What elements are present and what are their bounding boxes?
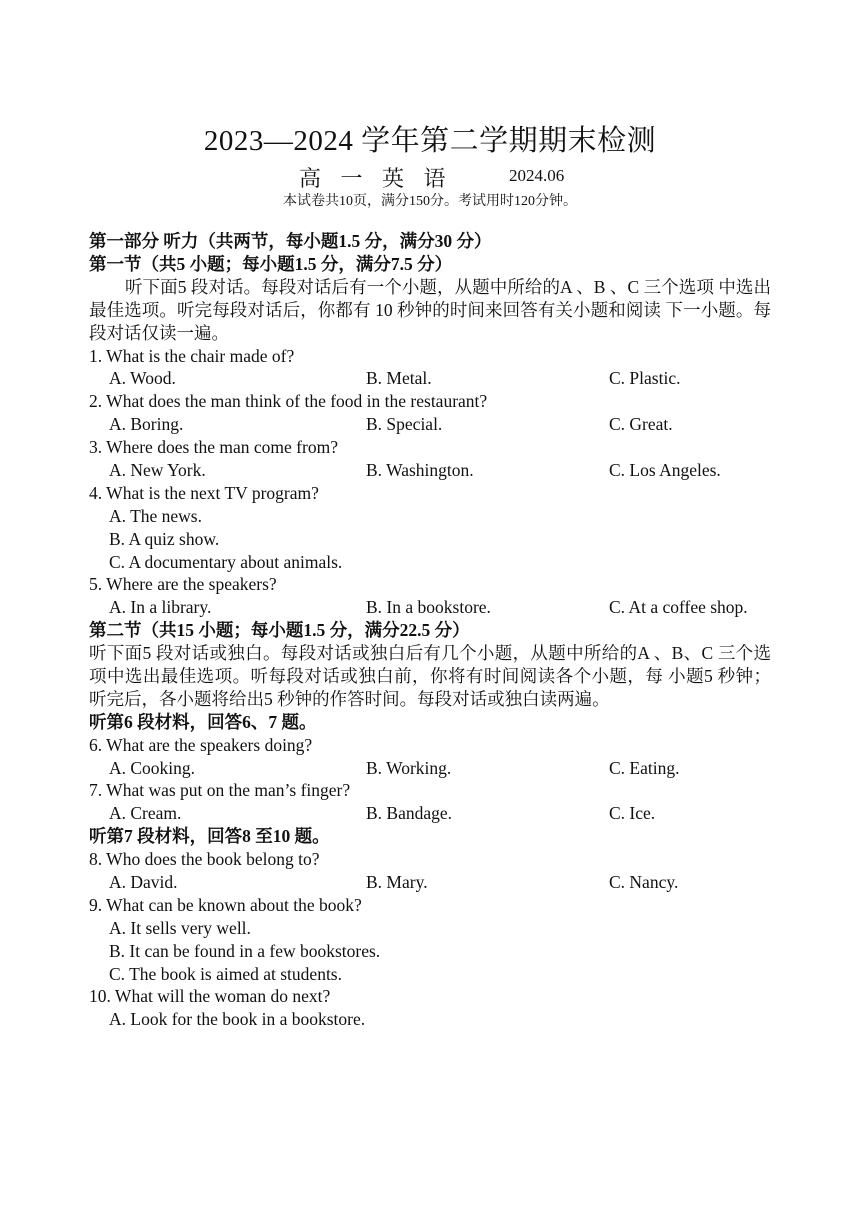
question-2-options (89, 413, 771, 436)
question-2: 2. What does the man think of the food in the restaurant? (89, 391, 488, 412)
material-7-heading: 听第7 段材料，回答8 至10 题。 (89, 826, 330, 847)
option-a: A. Cream. (109, 803, 182, 824)
section1-heading: 第一节（共5 小题；每小题1.5 分，满分7.5 分） (89, 253, 453, 274)
section1-instructions: 听下面5 段对话。每段对话后有一个小题，从题中所给的A 、B 、C 三个选项 中选出最佳选项。听完每段对话后，你都有 10 秒钟的时间来回答有关小题和阅读 下一小题。每段对话仅读一遍。 (89, 276, 771, 343)
option-a: A. Boring. (109, 414, 184, 435)
question-5-options (89, 596, 771, 619)
question-7-options (89, 802, 771, 825)
option-b: B. It can be found in a few bookstores. (109, 940, 381, 961)
option-a: A. It sells very well. (109, 917, 251, 938)
option-b: B. Mary. (366, 872, 428, 893)
option-c: C. A documentary about animals. (109, 551, 343, 572)
option-c: C. Plastic. (609, 368, 681, 389)
section2-instructions: 听下面5 段对话或独白。每段对话或独白后有几个小题，从题中所给的A 、B、C 三个选项中选出最佳选项。听每段对话或独白前，你将有时间阅读各个小题，每 小题5 秒钟；听完后，各小题将给出5 秒钟的作答时间。每段对话或独白读两遍。 (89, 643, 771, 709)
question-3: 3. Where does the man come from? (89, 437, 338, 458)
question-1: 1. What is the chair made of? (89, 345, 295, 366)
option-b: B. Working. (366, 757, 452, 778)
option-b: B. Metal. (366, 368, 432, 389)
question-8: 8. Who does the book belong to? (89, 849, 320, 870)
exam-body (89, 230, 771, 1031)
question-9: 9. What can be known about the book? (89, 894, 362, 915)
section2-heading: 第二节（共15 小题；每小题1.5 分，满分22.5 分） (89, 620, 470, 641)
question-7: 7. What was put on the man’s finger? (89, 780, 351, 801)
exam-title: 2023—2024 学年第二学期期末检测 (203, 125, 657, 157)
question-10: 10. What will the woman do next? (89, 986, 331, 1007)
exam-date: 2024.06 (509, 166, 565, 185)
option-b: B. Bandage. (366, 803, 453, 824)
option-c: C. Ice. (609, 803, 656, 824)
material-6-heading: 听第6 段材料，回答6、7 题。 (89, 711, 317, 732)
option-a: A. David. (109, 872, 178, 893)
option-a: A. The news. (109, 505, 202, 526)
option-c: C. Eating. (609, 757, 680, 778)
option-c: C. Great. (609, 414, 673, 435)
exam-subject: 高 一 英 语 (299, 166, 453, 191)
option-a: A. Cooking. (109, 757, 196, 778)
option-a: A. In a library. (109, 597, 212, 618)
part1-heading: 第一部分 听力（共两节，每小题1.5 分，满分30 分） (89, 231, 492, 251)
option-c: C. Los Angeles. (609, 459, 721, 480)
option-b: B. In a bookstore. (366, 597, 491, 618)
option-c: C. The book is aimed at students. (109, 963, 342, 984)
question-1-options (89, 367, 771, 390)
exam-info: 本试卷共10页，满分150分。考试用时120分钟。 (283, 194, 577, 209)
option-b: B. A quiz show. (109, 528, 220, 549)
question-6-options (89, 757, 771, 780)
option-c: C. Nancy. (609, 872, 679, 893)
option-c: C. At a coffee shop. (609, 597, 748, 618)
option-b: B. Special. (366, 414, 443, 435)
question-4: 4. What is the next TV program? (89, 482, 319, 503)
question-6: 6. What are the speakers doing? (89, 734, 313, 755)
option-a: A. New York. (109, 459, 206, 480)
option-a: A. Look for the book in a bookstore. (109, 1009, 366, 1030)
question-3-options (89, 459, 771, 482)
question-5: 5. Where are the speakers? (89, 574, 277, 595)
option-a: A. Wood. (109, 368, 176, 389)
question-8-options (89, 871, 771, 894)
option-b: B. Washington. (366, 459, 474, 480)
